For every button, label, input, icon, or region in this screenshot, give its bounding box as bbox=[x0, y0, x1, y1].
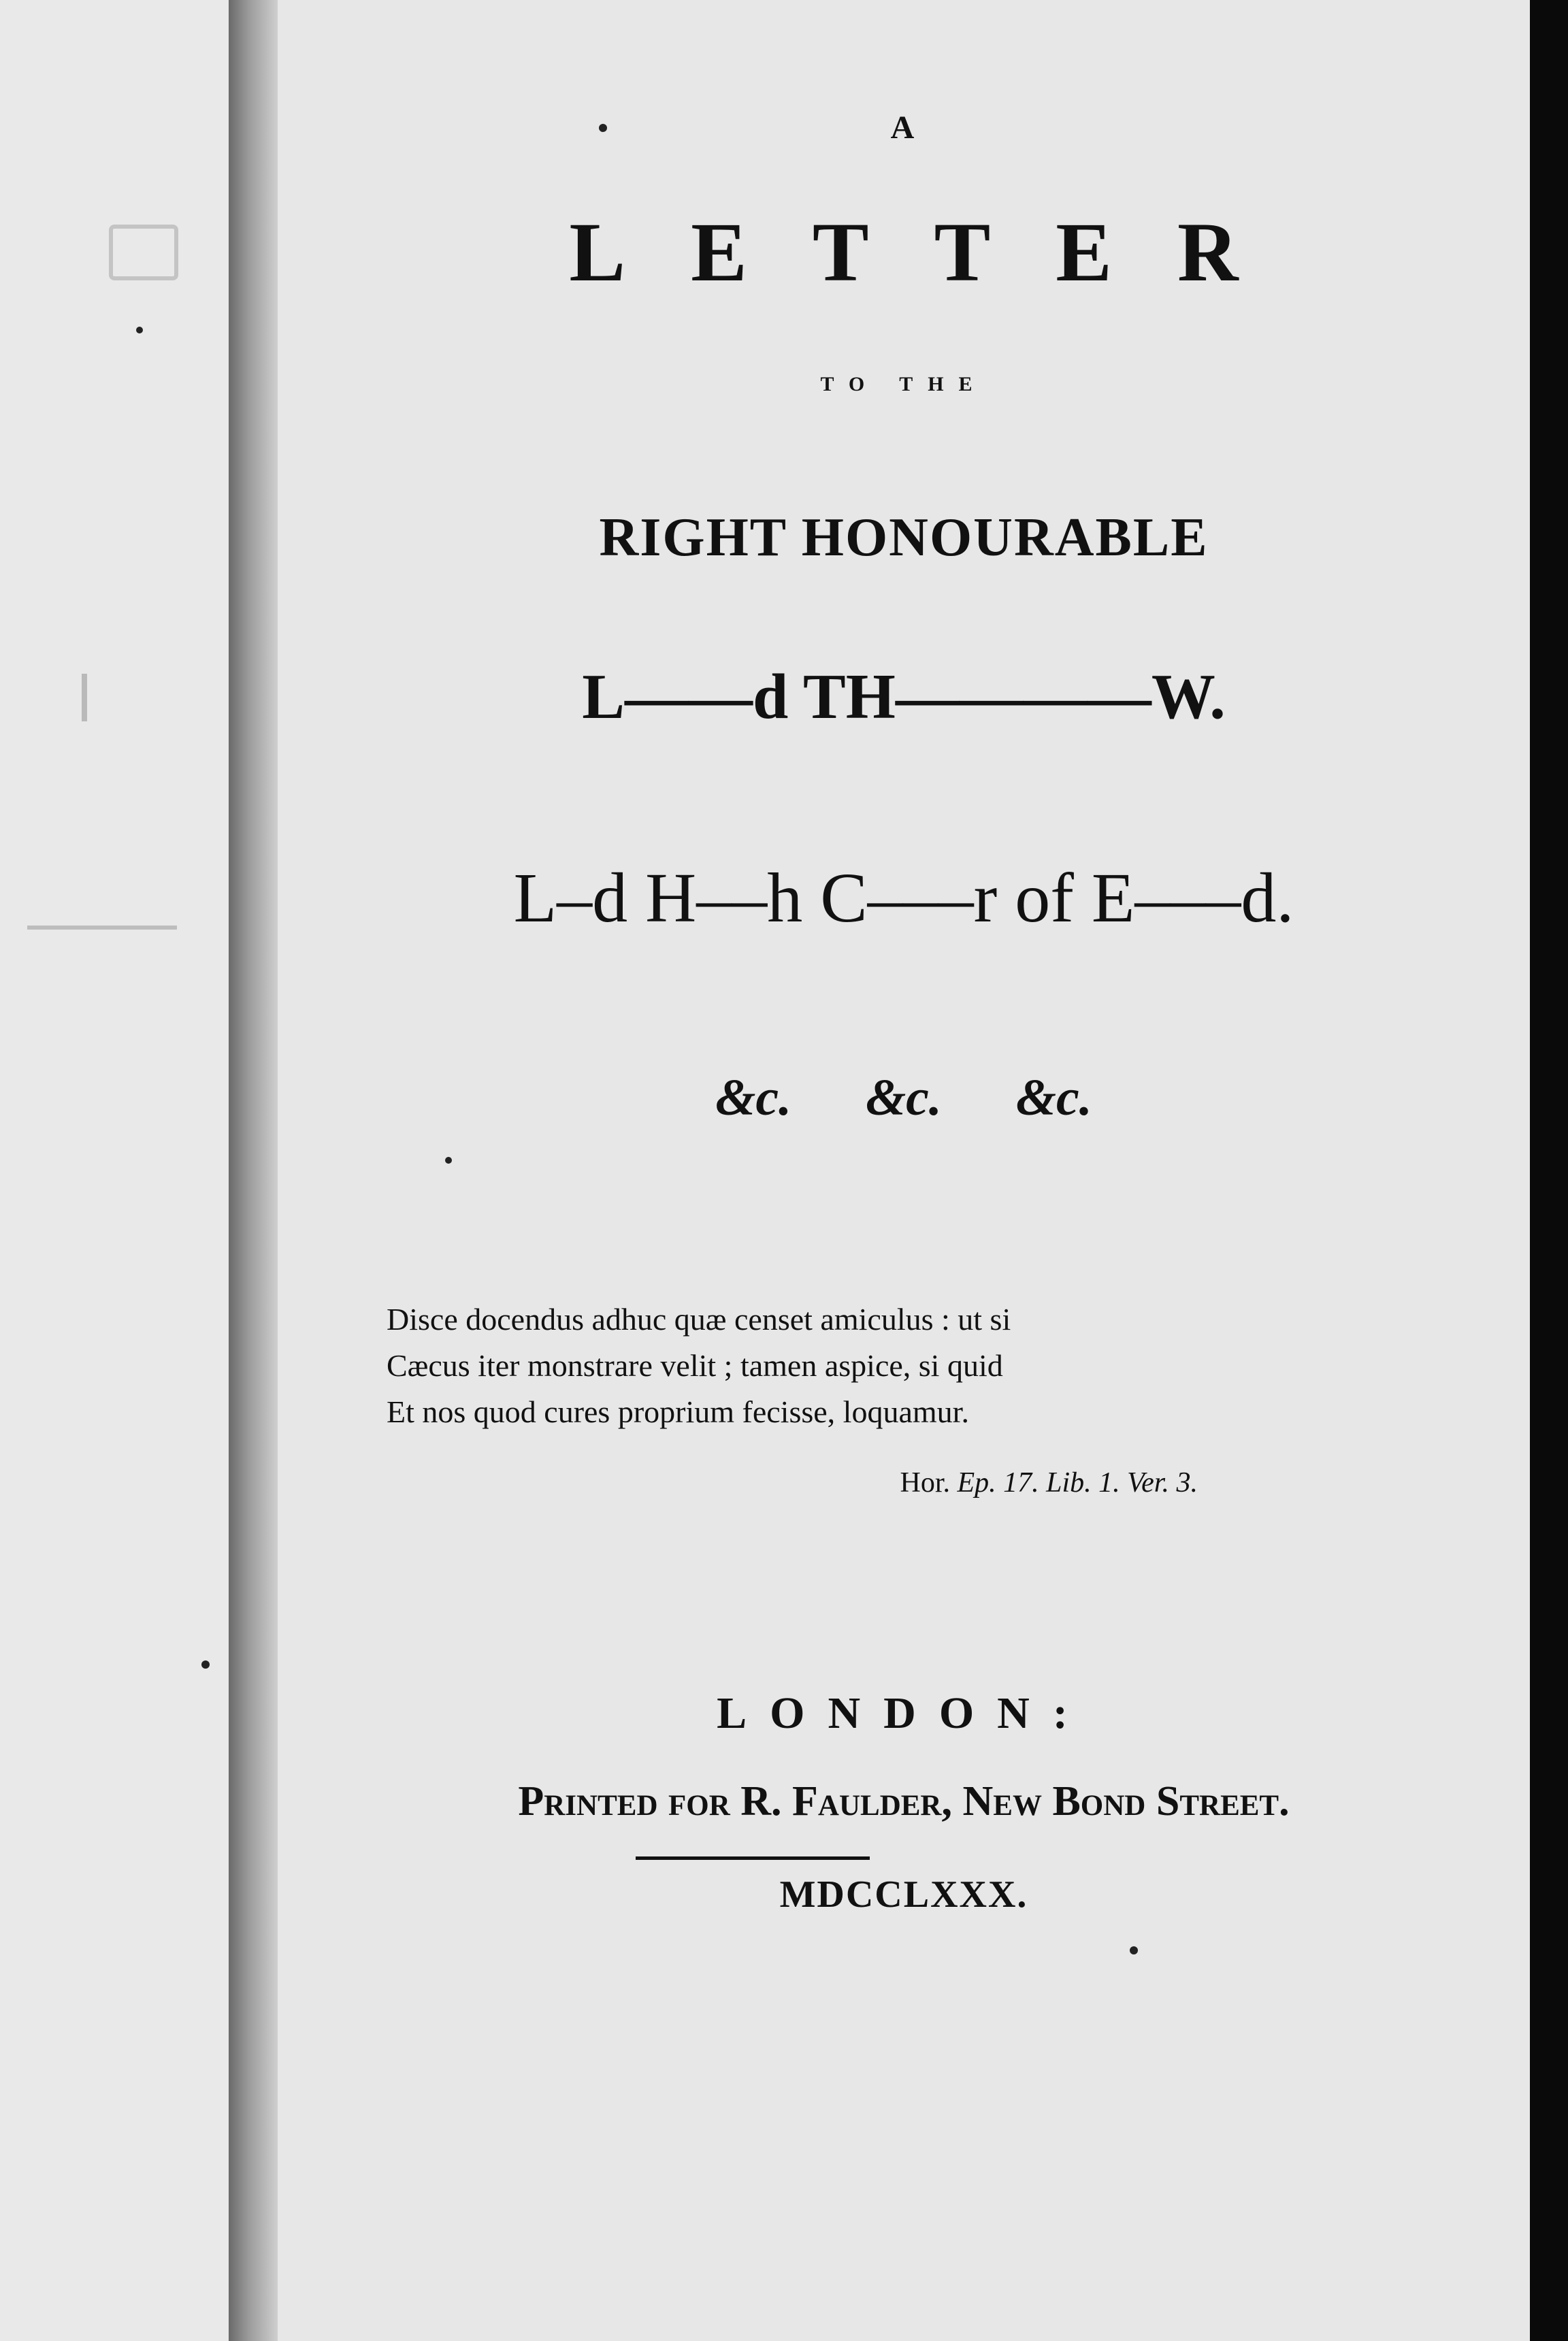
title-letter: R bbox=[1177, 206, 1239, 299]
bleed-mark bbox=[82, 674, 121, 721]
book-gutter bbox=[229, 0, 278, 2341]
honorific-line: RIGHT HONOURABLE bbox=[599, 508, 1209, 568]
title-letter: T bbox=[934, 206, 991, 299]
scan-speck bbox=[1130, 1946, 1138, 1954]
title-page bbox=[278, 0, 1530, 2341]
title-article: A bbox=[890, 110, 917, 146]
motto-citation bbox=[681, 1467, 1198, 1499]
imprint-year: MDCCLXXX. bbox=[779, 1873, 1028, 1916]
scan-speck bbox=[445, 1157, 452, 1164]
latin-motto bbox=[387, 1296, 1203, 1435]
imprint-publisher: Printed for R. Faulder, New Bond Street. bbox=[518, 1778, 1290, 1824]
motto-line: Et nos quod cures proprium fecisse, loquamur. bbox=[387, 1394, 969, 1429]
motto-line: Disce docendus adhuc quæ censet amiculus : ut si bbox=[387, 1302, 1011, 1337]
title-letter: T bbox=[812, 206, 869, 299]
to-the-line: TO THE bbox=[820, 373, 987, 395]
addressee-line: L——d TH————W. bbox=[582, 661, 1226, 732]
scan-speck bbox=[136, 327, 143, 333]
scan-speck bbox=[201, 1660, 210, 1669]
page-edge bbox=[1530, 0, 1568, 2341]
title-letter: E bbox=[1056, 206, 1113, 299]
citation-author: Hor. bbox=[900, 1467, 950, 1499]
motto-line: Cæcus iter monstrare velit ; tamen aspice, si quid bbox=[387, 1348, 1003, 1383]
citation-reference: Ep. 17. Lib. 1. Ver. 3. bbox=[957, 1467, 1198, 1499]
imprint-place: LONDON: bbox=[717, 1688, 1091, 1738]
facing-page bbox=[0, 0, 229, 2341]
etc-line: &c. &c. &c. bbox=[715, 1069, 1092, 1126]
title-word bbox=[278, 204, 1530, 301]
title-letter: E bbox=[691, 206, 747, 299]
bleed-mark bbox=[109, 225, 178, 280]
title-letter: L bbox=[569, 206, 626, 299]
scan-speck bbox=[599, 124, 607, 132]
bleed-mark bbox=[27, 878, 177, 930]
office-line: L–d H––h C–––r of E–––d. bbox=[513, 859, 1294, 937]
imprint-rule bbox=[636, 1856, 870, 1860]
